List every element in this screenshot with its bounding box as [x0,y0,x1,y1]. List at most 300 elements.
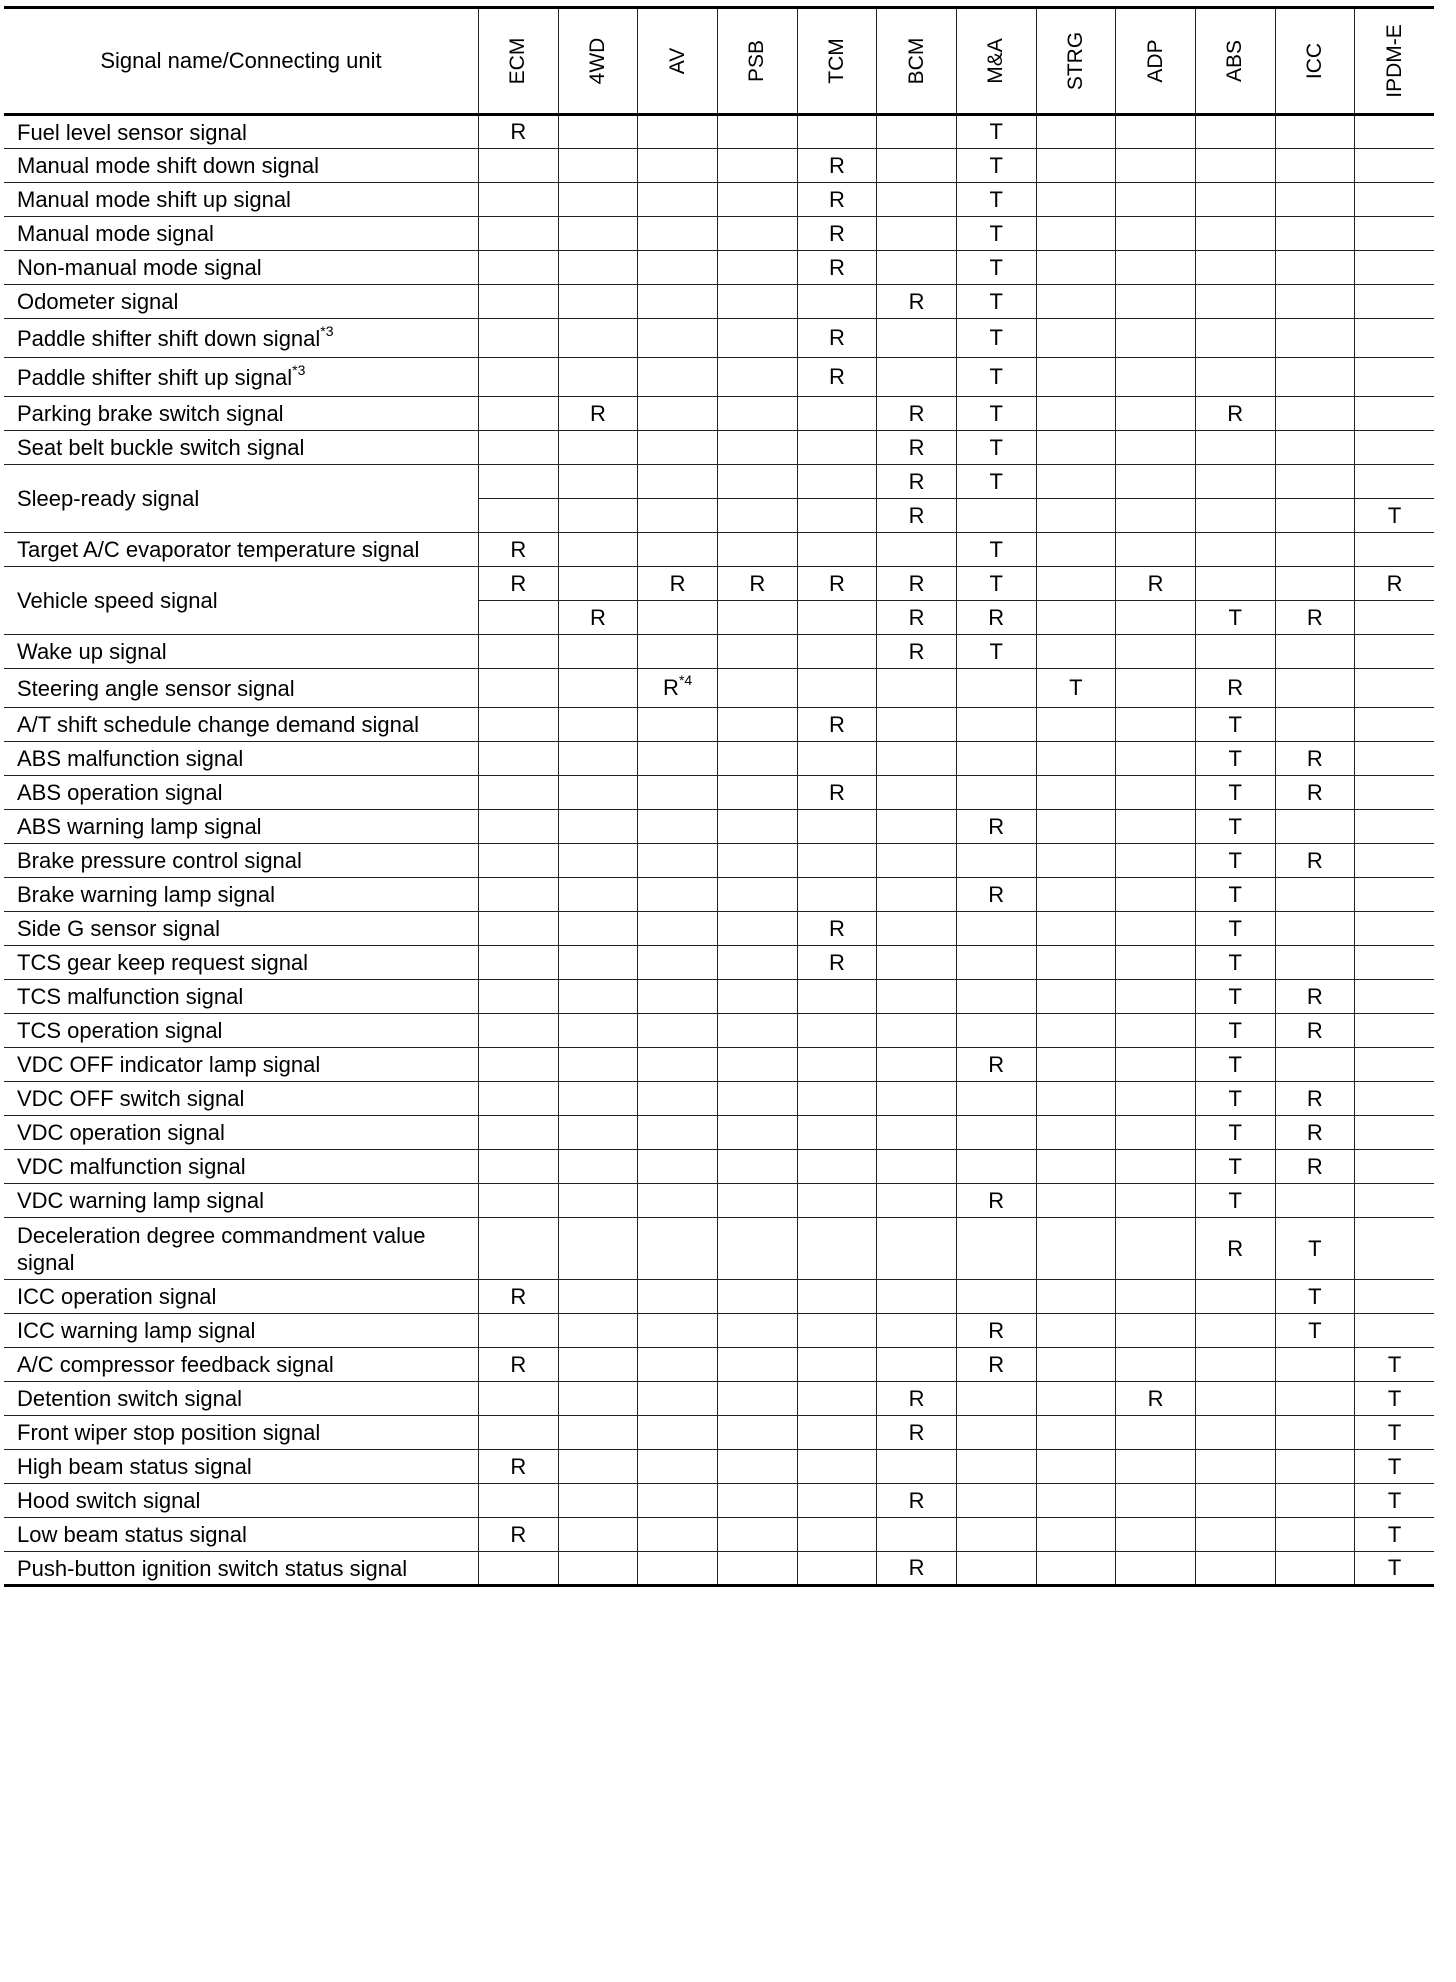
table-row [4,1048,1434,1082]
signal-direction-mark: T [1228,881,1242,907]
signal-name-text: Side G sensor signal [17,916,220,941]
signal-direction-mark: R [828,220,845,246]
table-row [4,635,1434,669]
signal-direction-mark: T [989,186,1003,212]
signal-name-cell [4,567,478,635]
signal-name-text: Vehicle speed signal [17,588,218,613]
signal-cell-abs [1195,358,1275,397]
signal-cell-av [638,358,718,397]
signal-cell-ma [956,1082,1036,1116]
signal-name-cell [4,285,478,319]
signal-cell-av [638,601,718,635]
signal-cell-ipdme [1355,1014,1434,1048]
signal-cell-adp [1116,431,1196,465]
signal-cell-4wd [558,980,638,1014]
unit-header-label: ADP [1143,39,1167,83]
signal-direction-mark: R [1306,1119,1323,1145]
signal-cell-ecm [478,980,558,1014]
signal-name-cell [4,533,478,567]
signal-cell-ma [956,217,1036,251]
signal-cell-ipdme [1355,635,1434,669]
signal-cell-adp [1116,946,1196,980]
signal-cell-4wd [558,499,638,533]
signal-cell-4wd [558,1280,638,1314]
signal-name-text: Low beam status signal [17,1522,247,1547]
signal-name-text: High beam status signal [17,1454,252,1479]
signal-direction-mark: R [828,364,845,389]
unit-header-ipdme [1355,8,1434,115]
signal-cell-ipdme [1355,1218,1434,1280]
signal-cell-bcm [877,1014,957,1048]
table-row [4,844,1434,878]
signal-direction-mark: T [989,468,1003,494]
signal-cell-adp [1116,1184,1196,1218]
signal-name-text: ICC operation signal [17,1284,217,1309]
signal-name-text: Paddle shifter shift up signal [17,364,293,390]
signal-cell-tcm [797,1082,877,1116]
signal-cell-icc [1275,499,1355,533]
signal-name-cell [4,465,478,533]
signal-cell-strg [1036,776,1116,810]
signal-cell-bcm [877,878,957,912]
signal-direction-mark: R [908,468,925,494]
signal-name-cell [4,397,478,431]
table-header-row [4,8,1434,115]
signal-cell-abs [1195,183,1275,217]
signal-cell-icc [1275,1484,1355,1518]
signal-cell-adp [1116,319,1196,358]
signal-cell-bcm [877,1382,957,1416]
signal-cell-strg [1036,980,1116,1014]
signal-cell-icc [1275,183,1355,217]
signal-cell-tcm [797,1218,877,1280]
signal-name-cell [4,742,478,776]
signal-cell-icc [1275,980,1355,1014]
signal-cell-strg [1036,533,1116,567]
signal-cell-av [638,776,718,810]
signal-cell-4wd [558,635,638,669]
signal-name-cell [4,1116,478,1150]
footnote-marker: *3 [320,322,334,339]
signal-direction-mark: R [510,1283,527,1309]
table-row [4,810,1434,844]
signal-cell-tcm [797,601,877,635]
signal-direction-mark: R [828,325,845,350]
signal-cell-abs [1195,397,1275,431]
signal-name-text: Brake warning lamp signal [17,882,276,907]
signal-direction-mark: R [908,1419,925,1445]
signal-cell-tcm [797,1484,877,1518]
signal-name-cell [4,1150,478,1184]
signal-name-text: VDC warning lamp signal [17,1188,264,1213]
signal-cell-tcm [797,1416,877,1450]
signal-cell-tcm [797,844,877,878]
signal-cell-adp [1116,1552,1196,1586]
signal-name-cell [4,217,478,251]
table-row [4,115,1434,149]
signal-cell-icc [1275,1416,1355,1450]
signal-direction-mark: R [1306,983,1323,1009]
signal-cell-ma [956,285,1036,319]
signal-cell-abs [1195,946,1275,980]
signal-direction-mark: T [1387,1521,1402,1547]
signal-cell-bcm [877,431,957,465]
signal-cell-psb [717,465,797,499]
signal-cell-4wd [558,708,638,742]
signal-direction-mark: T [1387,1351,1402,1377]
signal-cell-strg [1036,844,1116,878]
signal-cell-abs [1195,1382,1275,1416]
signal-cell-ipdme [1355,1082,1434,1116]
signal-cell-abs [1195,319,1275,358]
signal-cell-bcm [877,217,957,251]
signal-cell-av [638,1116,718,1150]
signal-cell-tcm [797,397,877,431]
signal-cell-ipdme [1355,980,1434,1014]
signal-cell-strg [1036,1450,1116,1484]
signal-cell-adp [1116,1518,1196,1552]
signal-cell-bcm [877,465,957,499]
signal-cell-tcm [797,251,877,285]
unit-header-ma [956,8,1036,115]
signal-direction-mark: R [908,434,925,460]
signal-cell-abs [1195,533,1275,567]
signal-cell-strg [1036,115,1116,149]
signal-cell-adp [1116,149,1196,183]
signal-cell-abs [1195,708,1275,742]
signal-cell-ma [956,397,1036,431]
signal-cell-ecm [478,1116,558,1150]
signal-direction-mark: R [908,1487,925,1513]
signal-cell-av [638,217,718,251]
signal-cell-strg [1036,1280,1116,1314]
signal-cell-av [638,431,718,465]
signal-cell-ma [956,1348,1036,1382]
signal-name-cell [4,912,478,946]
signal-cell-tcm [797,533,877,567]
signal-cell-icc [1275,878,1355,912]
signal-cell-4wd [558,431,638,465]
signal-cell-psb [717,1218,797,1280]
signal-name-text: TCS operation signal [17,1018,223,1043]
signal-cell-icc [1275,635,1355,669]
signal-cell-tcm [797,183,877,217]
signal-name-cell [4,1014,478,1048]
signal-cell-icc [1275,285,1355,319]
signal-name-text: Steering angle sensor signal [17,675,295,701]
signal-cell-ipdme [1355,217,1434,251]
signal-name-cell [4,708,478,742]
signal-cell-icc [1275,844,1355,878]
signal-cell-icc [1275,567,1355,601]
signal-cell-ipdme [1355,708,1434,742]
signal-cell-bcm [877,319,957,358]
signal-name-text: Odometer signal [17,289,179,314]
signal-cell-icc [1275,217,1355,251]
signal-cell-psb [717,431,797,465]
signal-direction-mark: R [1306,1017,1323,1043]
signal-cell-strg [1036,1082,1116,1116]
signal-cell-strg [1036,1116,1116,1150]
signal-cell-ipdme [1355,1518,1434,1552]
signal-cell-ecm [478,912,558,946]
signal-direction-mark: T [1228,847,1242,873]
signal-direction-mark: R [988,1351,1005,1377]
signal-cell-adp [1116,1082,1196,1116]
signal-cell-strg [1036,1014,1116,1048]
signal-cell-ma [956,742,1036,776]
signal-cell-bcm [877,1484,957,1518]
signal-cell-icc [1275,149,1355,183]
signal-cell-4wd [558,1416,638,1450]
signal-cell-psb [717,912,797,946]
signal-name-cell [4,1184,478,1218]
signal-cell-4wd [558,810,638,844]
signal-cell-tcm [797,217,877,251]
signal-direction-mark: T [1228,813,1242,839]
signal-cell-ma [956,878,1036,912]
signal-cell-abs [1195,844,1275,878]
signal-cell-psb [717,742,797,776]
signal-cell-av [638,1382,718,1416]
signal-name-cell [4,1280,478,1314]
signal-name-cell [4,1450,478,1484]
signal-cell-tcm [797,1116,877,1150]
signal-direction-mark: T [989,536,1003,562]
signal-direction-mark: R [988,813,1005,839]
signal-direction-mark: T [989,254,1003,280]
unit-header-adp [1116,8,1196,115]
signal-name-text: Seat belt buckle switch signal [17,435,305,460]
signal-cell-ma [956,669,1036,708]
signal-cell-adp [1116,1150,1196,1184]
signal-cell-psb [717,217,797,251]
signal-cell-adp [1116,912,1196,946]
signal-cell-ecm [478,217,558,251]
table-row [4,1150,1434,1184]
signal-cell-ipdme [1355,878,1434,912]
signal-cell-adp [1116,397,1196,431]
signal-cell-av [638,1484,718,1518]
signal-cell-psb [717,567,797,601]
signal-cell-bcm [877,1552,957,1586]
signal-cell-abs [1195,1280,1275,1314]
signal-cell-icc [1275,1280,1355,1314]
signal-cell-icc [1275,946,1355,980]
table-row [4,251,1434,285]
signal-name-text: Non-manual mode signal [17,255,262,280]
signal-cell-abs [1195,465,1275,499]
signal-cell-psb [717,251,797,285]
signal-cell-ma [956,115,1036,149]
signal-direction-mark: R [988,604,1005,630]
signal-cell-icc [1275,1116,1355,1150]
signal-cell-strg [1036,1518,1116,1552]
signal-cell-adp [1116,844,1196,878]
signal-name-text: ABS operation signal [17,780,223,805]
signal-cell-strg [1036,635,1116,669]
signal-name-text: Push-button ignition switch status signal [17,1555,408,1581]
signal-cell-adp [1116,669,1196,708]
table-row [4,776,1434,810]
signal-name-text: VDC OFF indicator lamp signal [17,1052,321,1077]
table-row [4,567,1434,601]
signal-name-cell [4,980,478,1014]
table-row [4,217,1434,251]
signal-cell-tcm [797,1382,877,1416]
unit-header-abs [1195,8,1275,115]
signal-cell-4wd [558,878,638,912]
signal-direction-mark: R [908,1555,925,1580]
unit-header-ecm [478,8,558,115]
signal-cell-adp [1116,1116,1196,1150]
table-body [4,115,1434,1586]
signal-cell-psb [717,149,797,183]
signal-cell-av [638,465,718,499]
signal-cell-tcm [797,431,877,465]
signal-cell-adp [1116,1280,1196,1314]
signal-cell-tcm [797,567,877,601]
table-row [4,878,1434,912]
signal-cell-icc [1275,1184,1355,1218]
signal-cell-av [638,1518,718,1552]
signal-name-text: Wake up signal [17,639,167,664]
signal-direction-mark: R [908,502,925,528]
signal-cell-ipdme [1355,669,1434,708]
signal-cell-4wd [558,776,638,810]
signal-cell-icc [1275,431,1355,465]
signal-cell-psb [717,1348,797,1382]
unit-header-label: IPDM-E [1382,24,1406,98]
signal-cell-abs [1195,567,1275,601]
signal-cell-strg [1036,285,1116,319]
signal-direction-mark: T [1228,604,1242,630]
signal-direction-mark: T [989,288,1003,314]
signal-cell-ecm [478,635,558,669]
unit-header-av [638,8,718,115]
signal-cell-strg [1036,1348,1116,1382]
signal-direction-mark: T [1387,1453,1402,1479]
signal-cell-av [638,1416,718,1450]
signal-direction-mark: R [1227,1235,1244,1261]
signal-cell-tcm [797,1048,877,1082]
signal-cell-av [638,499,718,533]
signal-cell-ipdme [1355,358,1434,397]
signal-name-cell [4,1048,478,1082]
signal-cell-av [638,1552,718,1586]
signal-direction-mark: T [989,638,1003,664]
signal-direction-mark: R [988,881,1005,907]
signal-cell-ma [956,601,1036,635]
signal-cell-adp [1116,1416,1196,1450]
signal-cell-4wd [558,319,638,358]
signal-cell-strg [1036,1184,1116,1218]
signal-direction-mark: T [989,325,1003,350]
signal-cell-adp [1116,358,1196,397]
unit-header-label: AV [665,47,689,75]
signal-cell-tcm [797,980,877,1014]
signal-cell-tcm [797,1280,877,1314]
signal-cell-tcm [797,912,877,946]
signal-cell-ecm [478,115,558,149]
signal-cell-ecm [478,776,558,810]
signal-cell-4wd [558,1314,638,1348]
signal-cell-abs [1195,1116,1275,1150]
signal-cell-psb [717,776,797,810]
signal-direction-mark: R [988,1317,1005,1343]
signal-cell-ecm [478,1014,558,1048]
table-row [4,319,1434,358]
signal-cell-ma [956,946,1036,980]
signal-cell-ma [956,810,1036,844]
table-row [4,912,1434,946]
signal-cell-ecm [478,465,558,499]
signal-cell-abs [1195,251,1275,285]
signal-cell-bcm [877,1280,957,1314]
signal-cell-ipdme [1355,1484,1434,1518]
signal-cell-ipdme [1355,149,1434,183]
signal-cell-bcm [877,946,957,980]
signal-cell-psb [717,1450,797,1484]
table-row [4,149,1434,183]
signal-name-text: Target A/C evaporator temperature signal [17,537,420,562]
signal-cell-strg [1036,669,1116,708]
signal-cell-ma [956,708,1036,742]
signal-cell-strg [1036,431,1116,465]
signal-cell-av [638,742,718,776]
signal-cell-ecm [478,1048,558,1082]
signal-cell-ma [956,358,1036,397]
signal-cell-4wd [558,1348,638,1382]
signal-cell-strg [1036,465,1116,499]
signal-cell-ecm [478,1382,558,1416]
signal-cell-adp [1116,251,1196,285]
signal-cell-ecm [478,285,558,319]
table-row [4,1082,1434,1116]
unit-header-tcm [797,8,877,115]
signal-cell-ma [956,319,1036,358]
signal-cell-adp [1116,217,1196,251]
signal-cell-tcm [797,1552,877,1586]
table-row [4,1450,1434,1484]
signal-cell-icc [1275,1014,1355,1048]
signal-name-cell [4,946,478,980]
signal-cell-ma [956,149,1036,183]
signal-direction-mark: R [510,1521,527,1547]
signal-cell-adp [1116,1218,1196,1280]
signal-direction-mark: T [1228,1119,1242,1145]
unit-header-strg [1036,8,1116,115]
table-row [4,1416,1434,1450]
signal-cell-4wd [558,601,638,635]
signal-name-text: Parking brake switch signal [17,401,284,426]
signal-cell-adp [1116,1450,1196,1484]
signal-cell-bcm [877,285,957,319]
signal-cell-strg [1036,878,1116,912]
signal-cell-ipdme [1355,776,1434,810]
signal-cell-strg [1036,912,1116,946]
signal-cell-ma [956,1116,1036,1150]
signal-cell-av [638,149,718,183]
signal-cell-av [638,878,718,912]
signal-cell-tcm [797,1150,877,1184]
signal-cell-strg [1036,319,1116,358]
signal-cell-strg [1036,358,1116,397]
signal-cell-4wd [558,1184,638,1218]
signal-cell-bcm [877,115,957,149]
signal-cell-ipdme [1355,251,1434,285]
signal-cell-bcm [877,149,957,183]
